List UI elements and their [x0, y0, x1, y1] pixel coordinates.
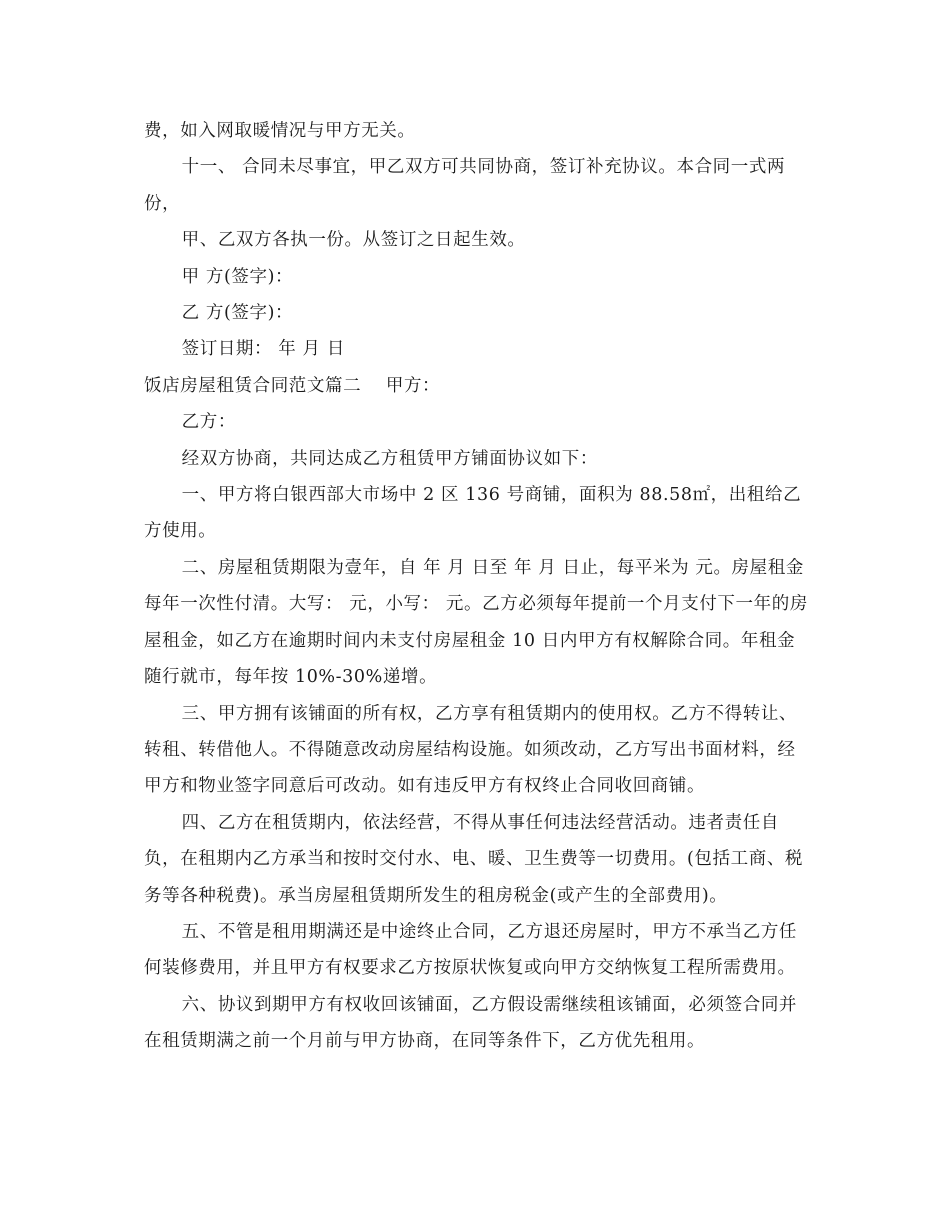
signature-party-a: 甲 方(签字)：: [181, 266, 294, 287]
paragraph-article-5: 五、不管是租用期满还是中途终止合同，乙方退还房屋时，甲方不承当乙方任何装修费用，并且甲方有权要求乙方按原状恢复或向甲方交纳恢复工程所需费用。: [144, 921, 798, 979]
paragraph-article-4: 四、乙方在租赁期内，依法经营，不得从事任何违法经营活动。违者责任自负，在租期内乙方承当和按时交付水、电、暖、卫生费等一切费用。(包括工商、税务等各种税费)。承当房屋租赁期所发生的租房税金(或产生的全部费用)。: [144, 812, 804, 906]
document-body: [144, 113, 812, 1060]
paragraph-clause-11: 十一、 合同未尽事宜，甲乙双方可共同协商，签订补充协议。本合同一式两份，: [144, 157, 786, 214]
party-b-line: 乙方：: [181, 412, 236, 433]
paragraph-heating-clause-end: 费，如入网取暖情况与甲方无关。: [144, 121, 416, 141]
signature-party-b: 乙 方(签字)：: [181, 303, 294, 324]
paragraph-article-6: 六、协议到期甲方有权收回该铺面，乙方假设需继续租该铺面，必须签合同并在租赁期满之前一个月前与甲方协商，在同等条件下，乙方优先租用。: [144, 994, 798, 1052]
paragraph-article-1: 一、甲方将白银西部大市场中 2 区 136 号商铺，面积为 88.58㎡，出租给乙方使用。: [144, 485, 802, 542]
section-title-part-two: 饭店房屋租赁合同范文篇二 甲方：: [144, 375, 441, 396]
paragraph-intro: 经双方协商，共同达成乙方租赁甲方铺面协议如下：: [181, 448, 598, 469]
paragraph-copies: 甲、乙双方各执一份。从签订之日起生效。: [181, 230, 526, 251]
paragraph-article-3: 三、甲方拥有该铺面的所有权，乙方享有租赁期内的使用权。乙方不得转让、转租、转借他人。不得随意改动房屋结构设施。如须改动，乙方写出书面材料，经甲方和物业签字同意后可改动。如有违反甲方有权终止合同收回商铺。: [144, 703, 798, 797]
paragraph-article-2: 二、房屋租赁期限为壹年，自 年 月 日至 年 月 日止，每平米为 元。房屋租金每年一次性付清。大写： 元，小写： 元。乙方必须每年提前一个月支付下一年的房屋租金，如乙方在逾期时间内未支付房屋租金 10 日内甲方有权解除合同。年租金随行就市，每年按 10%-30%递增。: [144, 557, 808, 688]
signing-date: 签订日期： 年 月 日: [181, 339, 345, 360]
